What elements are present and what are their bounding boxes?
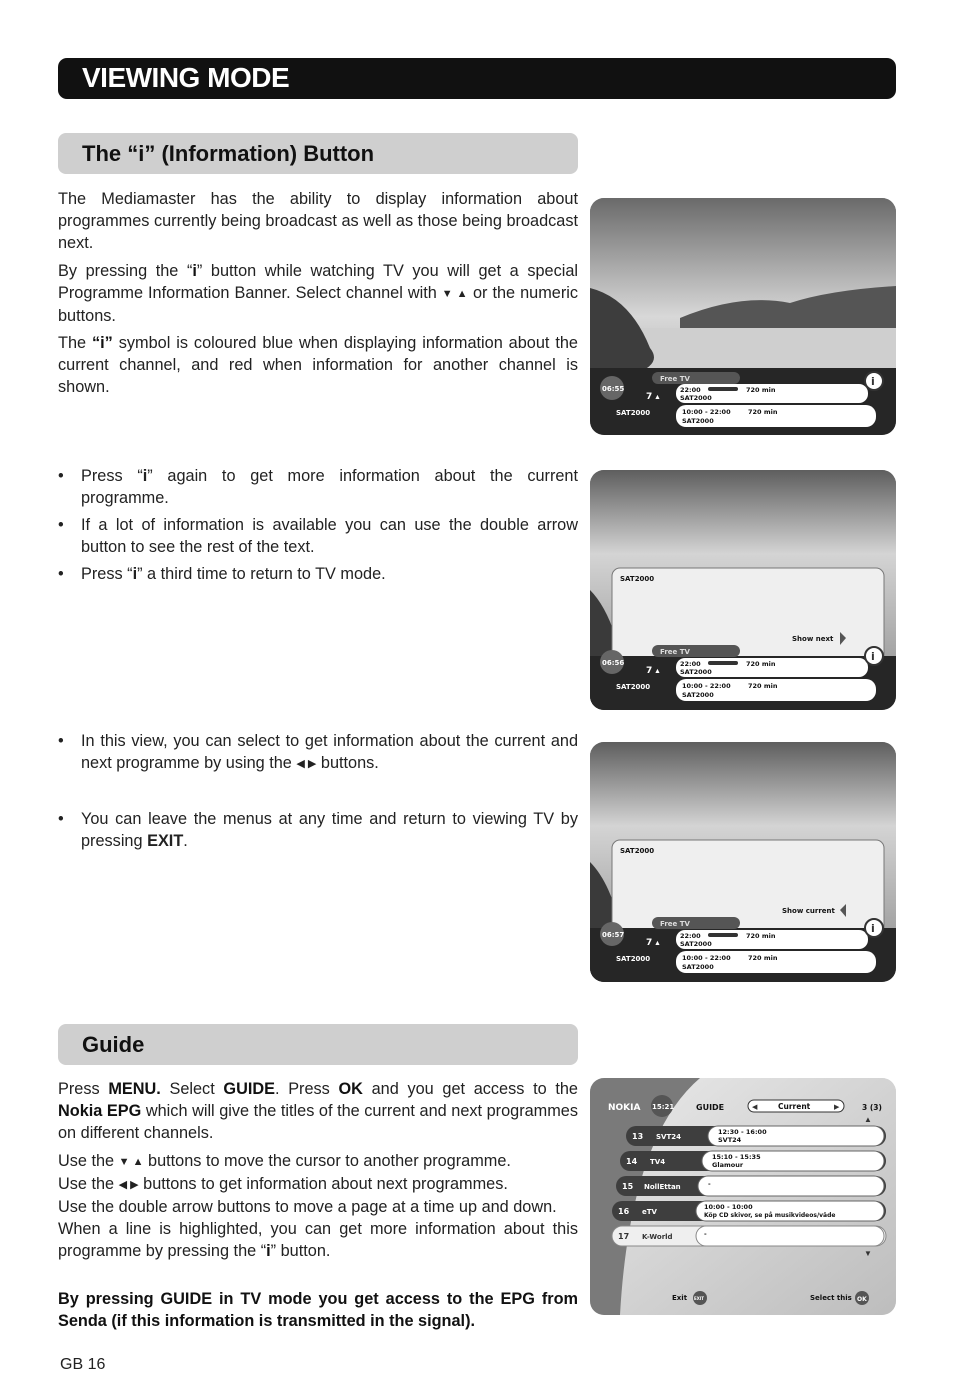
left-right-arrows-icon: ◀ ▶ <box>118 1179 139 1191</box>
banner-clock: 06:57 <box>602 931 625 939</box>
page-title-bar <box>58 58 896 99</box>
exit-label: Exit <box>672 1294 688 1302</box>
mode-left-arrow-icon: ◀ <box>752 1104 758 1111</box>
epg-page: 3 (3) <box>862 1103 882 1112</box>
svg-text:Free TV: Free TV <box>660 920 690 928</box>
banner-channel-num: 7 <box>646 392 653 402</box>
svg-text:15:10 - 15:35: 15:10 - 15:35 <box>712 1153 761 1161</box>
svg-text:14: 14 <box>626 1157 638 1166</box>
channel-updown-icon: ▲ <box>654 668 661 675</box>
svg-text:10:00 - 10:00: 10:00 - 10:00 <box>704 1203 753 1211</box>
svg-text:SAT2000: SAT2000 <box>682 691 714 699</box>
svg-text:12:30 - 16:00: 12:30 - 16:00 <box>718 1128 767 1136</box>
guide-paragraph-2: Use the ▼ ▲ buttons to move the cursor to another programme. Use the ◀ ▶ buttons to get information about next programmes. Use the double arrow buttons to move a page at a time up and down. When a line is highlighted, you can get more information about this programme by pressing the “i” button. <box>58 1152 578 1260</box>
epg-screenshot <box>590 1078 896 1315</box>
info-bullet-list-3 <box>58 808 578 857</box>
svg-text:NollEttan: NollEttan <box>644 1183 681 1191</box>
info-bullet-list-2 <box>58 730 578 780</box>
svg-text:22:00: 22:00 <box>680 932 701 940</box>
svg-text:720 min: 720 min <box>746 932 776 940</box>
exit-button-icon: EXIT <box>694 1296 705 1301</box>
svg-text:7: 7 <box>646 666 653 676</box>
down-up-arrows-icon: ▼ ▲ <box>118 1156 144 1168</box>
table-row <box>612 1226 886 1246</box>
svg-text:eTV: eTV <box>642 1208 657 1216</box>
svg-text:Glamour: Glamour <box>712 1161 744 1169</box>
scroll-down-icon: ▼ <box>864 1249 872 1258</box>
channel-updown-icon: ▲ <box>654 394 661 401</box>
epg-clock: 15:21 <box>652 1103 675 1111</box>
table-row <box>616 1176 886 1196</box>
guide-paragraph-3: By pressing GUIDE in TV mode you get access to the EPG from Senda (if this information is transmitted in the signal). <box>58 1290 578 1330</box>
svg-text:720 min: 720 min <box>746 660 776 668</box>
info-paragraph-3: The “i” symbol is coloured blue when displaying information about the current channel, and red when information for another channel is shown. <box>58 334 578 396</box>
svg-text:SAT2000: SAT2000 <box>616 409 651 417</box>
table-row <box>626 1126 886 1146</box>
svg-text:SAT2000: SAT2000 <box>680 940 712 948</box>
ok-button-icon: OK <box>857 1296 867 1303</box>
section-title-guide: Guide <box>82 1032 145 1057</box>
svg-text:17: 17 <box>618 1232 630 1241</box>
list-item: • In this view, you can select to get information about the current and next programme by using the ◀ ▶ buttons. <box>58 730 578 775</box>
svg-text:Köp CD skivor, se på musikvide: Köp CD skivor, se på musikvideos/väde <box>704 1212 836 1219</box>
svg-text:22:00: 22:00 <box>680 660 701 668</box>
panel-title: SAT2000 <box>620 847 655 855</box>
svg-text:Free TV: Free TV <box>660 648 690 656</box>
panel-title: SAT2000 <box>620 575 655 583</box>
guide-paragraph-1: Press MENU. Select GUIDE. Press OK and you get access to the Nokia EPG which will give the titles of the current and next programmes on different channels. <box>58 1080 578 1142</box>
svg-text:13: 13 <box>632 1132 644 1141</box>
table-row <box>620 1151 886 1171</box>
svg-text:TV4: TV4 <box>650 1158 666 1166</box>
svg-text:SAT2000: SAT2000 <box>680 394 712 402</box>
table-row <box>612 1201 886 1221</box>
banner-clock: 06:55 <box>602 385 625 393</box>
svg-text:720 min: 720 min <box>746 386 776 394</box>
svg-text:SAT2000: SAT2000 <box>616 955 651 963</box>
svg-text:22:00: 22:00 <box>680 386 701 394</box>
tv-screenshot-banner <box>590 198 896 435</box>
svg-text:K-World: K-World <box>642 1233 673 1241</box>
section-heading-info <box>58 133 578 174</box>
svg-text:SAT2000: SAT2000 <box>680 668 712 676</box>
section-title-info: The “i” (Information) Button <box>82 141 375 166</box>
down-up-arrows-icon: ▼ ▲ <box>441 288 469 300</box>
svg-text:-: - <box>708 1180 711 1188</box>
nokia-logo: NOKIA <box>608 1103 641 1113</box>
svg-text:10:00 - 22:00: 10:00 - 22:00 <box>682 682 731 690</box>
list-item: • Press “i” again to get more information about the current programme. <box>58 465 578 509</box>
banner-free-tv: Free TV <box>660 375 690 383</box>
info-icon: i <box>871 922 875 935</box>
mode-right-arrow-icon: ▶ <box>834 1104 840 1111</box>
info-bullet-list-1 <box>58 465 578 590</box>
svg-text:10:00 - 22:00: 10:00 - 22:00 <box>682 954 731 962</box>
left-right-arrows-icon: ◀ ▶ <box>296 758 317 770</box>
show-next-label: Show next <box>792 635 834 643</box>
svg-text:SVT24: SVT24 <box>718 1136 742 1144</box>
page-title: VIEWING MODE <box>82 62 290 93</box>
svg-text:10:00 - 22:00: 10:00 - 22:00 <box>682 408 731 416</box>
svg-text:SAT2000: SAT2000 <box>682 963 714 971</box>
svg-text:SAT2000: SAT2000 <box>682 417 714 425</box>
page-number: GB 16 <box>60 1356 106 1373</box>
svg-text:720 min: 720 min <box>748 408 778 416</box>
scroll-up-icon: ▲ <box>864 1115 872 1124</box>
epg-mode: Current <box>778 1102 811 1111</box>
svg-text:7: 7 <box>646 938 653 948</box>
svg-text:720 min: 720 min <box>748 682 778 690</box>
epg-title: GUIDE <box>696 1103 725 1112</box>
svg-text:-: - <box>704 1230 707 1238</box>
select-label: Select this <box>810 1294 852 1302</box>
svg-text:SVT24: SVT24 <box>656 1133 681 1141</box>
info-icon: i <box>871 650 875 663</box>
svg-text:15: 15 <box>622 1182 634 1191</box>
channel-updown-icon: ▲ <box>654 940 661 947</box>
svg-text:720 min: 720 min <box>748 954 778 962</box>
svg-text:SAT2000: SAT2000 <box>616 683 651 691</box>
section-heading-guide <box>58 1024 578 1065</box>
tv-screenshot-info-panel-current <box>590 742 896 982</box>
info-icon: i <box>871 375 875 388</box>
show-current-label: Show current <box>782 907 835 915</box>
list-item: • Press “i” a third time to return to TV mode. <box>58 563 578 585</box>
list-item: • You can leave the menus at any time and return to viewing TV by pressing EXIT. <box>58 808 578 852</box>
info-paragraph-2: By pressing the “i” button while watching TV you will get a special Programme Information Banner. Select channel with ▼ ▲ or the numeric buttons. <box>58 262 579 325</box>
info-paragraph-1: The Mediamaster has the ability to display information about programmes currently being broadcast as well as those being broadcast next. <box>58 190 578 252</box>
banner-clock: 06:56 <box>602 659 625 667</box>
svg-text:16: 16 <box>618 1207 630 1216</box>
tv-screenshot-info-panel-next <box>590 470 896 710</box>
list-item: • If a lot of information is available you can use the double arrow button to see the rest of the text. <box>58 514 578 558</box>
